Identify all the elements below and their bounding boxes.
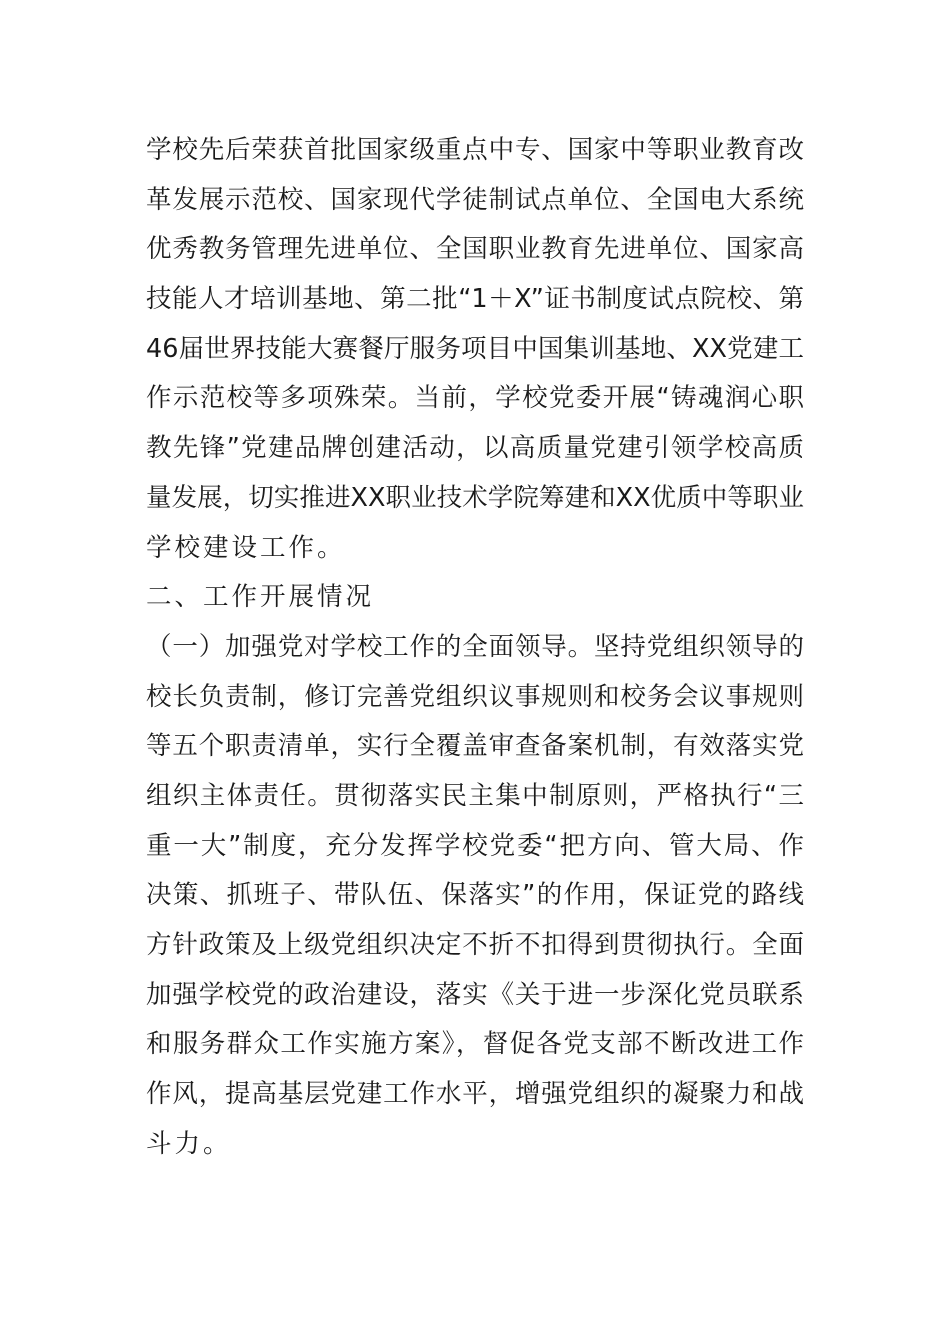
text-line: 学校先后荣获首批国家级重点中专、国家中等职业教育改 (146, 135, 804, 165)
document-body (146, 126, 816, 1169)
text-line: 校长负责制，修订完善党组织议事规则和校务会议事规则 (146, 681, 804, 712)
text-line: 加强学校党的政治建设，落实《关于进一步深化党员联系 (146, 979, 804, 1010)
text-line: 作风，提高基层党建工作水平，增强党组织的凝聚力和战 (146, 1079, 804, 1110)
section-heading: 二、工作开展情况 (146, 582, 375, 613)
text-line: 决策、抓班子、带队伍、保落实”的作用，保证党的路线 (146, 880, 804, 911)
text-line: 学校建设工作。 (146, 532, 346, 563)
text-line: （一）加强党对学校工作的全面领导。坚持党组织领导的 (146, 631, 804, 662)
text-line: 等五个职责清单，实行全覆盖审查备案机制，有效落实党 (146, 731, 804, 762)
text-line: 作示范校等多项殊荣。当前，学校党委开展“铸魂润心职 (146, 383, 804, 414)
text-line: 组织主体责任。贯彻落实民主集中制原则，严格执行“三 (146, 780, 804, 811)
text-line: 教先锋”党建品牌创建活动，以高质量党建引领学校高质 (146, 433, 804, 464)
text-line: 斗力。 (146, 1128, 232, 1159)
text-line: 优秀教务管理先进单位、全国职业教育先进单位、国家高 (146, 234, 804, 265)
text-line: 技能人才培训基地、第二批“1＋X”证书制度试点院校、第 (146, 284, 804, 315)
text-line: 方针政策及上级党组织决定不折不扣得到贯彻执行。全面 (146, 930, 804, 960)
text-line: 46届世界技能大赛餐厅服务项目中国集训基地、XX党建工 (146, 333, 804, 364)
text-line: 量发展，切实推进XX职业技术学院筹建和XX优质中等职业 (146, 482, 804, 513)
text-line: 革发展示范校、国家现代学徒制试点单位、全国电大系统 (146, 184, 804, 215)
text-line: 和服务群众工作实施方案》，督促各党支部不断改进工作 (146, 1029, 804, 1060)
text-line: 重一大”制度，充分发挥学校党委“把方向、管大局、作 (146, 830, 804, 861)
